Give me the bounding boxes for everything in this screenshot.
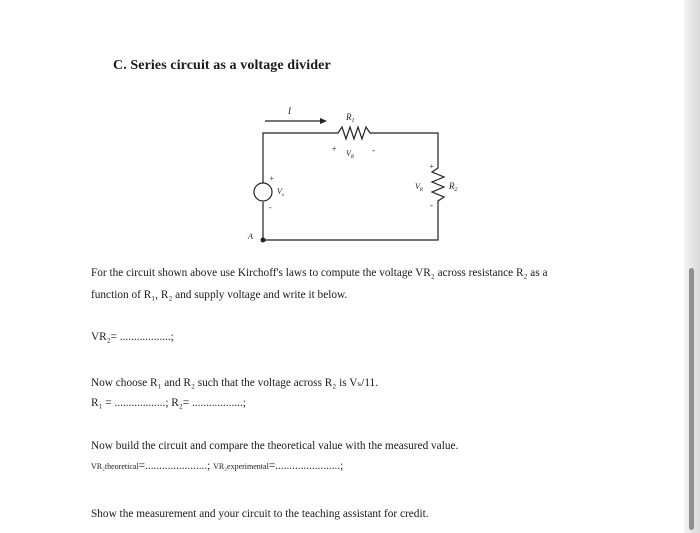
formula-theoretical-experimental [91, 460, 343, 472]
vr2-minus: - [430, 200, 433, 210]
r1-label: $R_1$ [346, 112, 355, 124]
circuit-diagram [0, 0, 700, 260]
paragraph-line-2: function of R₁, R₂ and supply voltage and write it below. [91, 289, 348, 301]
vr1-plus: + [331, 144, 338, 154]
paragraph-instructions [91, 262, 611, 306]
paragraph-line-1: For the circuit shown above use Kirchoff's laws to compute the voltage VR₂ across resistance R₂ as a [91, 267, 548, 279]
paragraph-show-ta: Show the measurement and your circuit to the teaching assistant for credit. [91, 508, 429, 520]
vs-plus: + [269, 174, 275, 183]
vs-label: $V_s$ [277, 187, 284, 198]
vr2-experimental-blank: =.......................; [268, 460, 344, 472]
vr2-theoretical-label: VR₂theoretical [91, 462, 139, 471]
bottom-wire-r2 [263, 168, 444, 240]
vs-minus: - [269, 203, 272, 212]
vr2-theoretical-blank: =......................; [138, 460, 214, 472]
vr2-label: $V_R$ [415, 182, 423, 193]
vr1-minus: - [372, 145, 375, 155]
paragraph-choose-resistors: Now choose R₁ and R₂ such that the voltage across R₂ is Vₛ/11. [91, 377, 379, 389]
formula-vr2: VR₂= ..................; [91, 331, 174, 343]
vr2-experimental-label: VR₂experimental [213, 462, 269, 471]
formula-r1-r2: R₁ = ..................; R₂= ..................; [91, 397, 246, 409]
r2-label: $R_2$ [449, 181, 458, 193]
vr1-label: $V_R$ [346, 149, 354, 160]
section-heading: C. Series circuit as a voltage divider [113, 58, 331, 73]
node-a-label: A [248, 232, 253, 241]
current-label: I [288, 106, 291, 116]
vr2-plus: + [429, 162, 435, 171]
scrollbar-thumb[interactable] [689, 268, 694, 530]
paragraph-build-circuit: Now build the circuit and compare the theoretical value with the measured value. [91, 440, 459, 452]
voltage-source-icon [254, 183, 272, 201]
node-a-dot [261, 238, 266, 243]
